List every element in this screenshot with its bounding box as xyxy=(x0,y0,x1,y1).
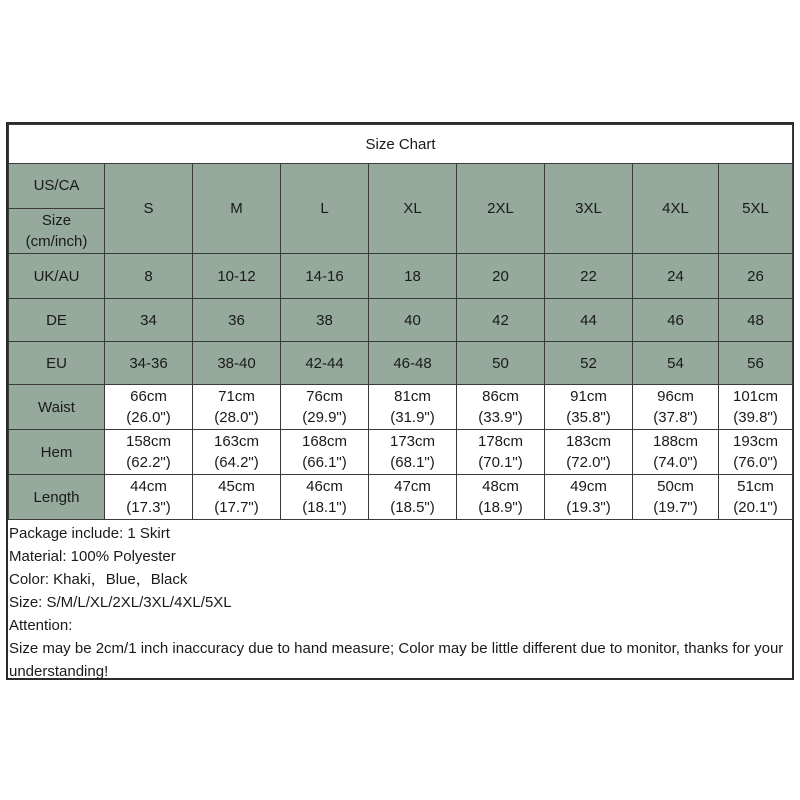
inch-value: (29.9") xyxy=(302,409,347,426)
table-cell xyxy=(281,430,369,475)
cm-value: 48cm xyxy=(482,478,519,495)
inch-value: (62.2") xyxy=(126,454,171,471)
table-cell: 38-40 xyxy=(193,342,281,385)
table-cell: 44 xyxy=(545,299,633,342)
table-cell: 10-12 xyxy=(193,254,281,299)
table-cell xyxy=(457,385,545,430)
cm-value: 50cm xyxy=(657,478,694,495)
region-label-cell xyxy=(9,164,105,254)
cm-value: 81cm xyxy=(394,388,431,405)
inch-value: (19.7") xyxy=(653,499,698,516)
region-label-us-ca: US/CA xyxy=(9,164,104,209)
table-cell xyxy=(545,385,633,430)
row-label: Waist xyxy=(9,385,105,430)
table-cell xyxy=(369,475,457,520)
inch-value: (28.0") xyxy=(214,409,259,426)
row-label: UK/AU xyxy=(9,254,105,299)
table-cell xyxy=(105,430,193,475)
inch-value: (72.0") xyxy=(566,454,611,471)
inch-value: (20.1") xyxy=(733,499,778,516)
inch-value: (19.3") xyxy=(566,499,611,516)
table-cell: 42 xyxy=(457,299,545,342)
cm-value: 178cm xyxy=(477,433,524,450)
table-cell: 54 xyxy=(633,342,719,385)
size-note: Size: S/M/L/XL/2XL/3XL/4XL/5XL xyxy=(9,594,232,611)
table-cell xyxy=(633,430,719,475)
table-cell xyxy=(633,475,719,520)
cm-value: 86cm xyxy=(482,388,519,405)
table-cell xyxy=(369,430,457,475)
cm-value: 51cm xyxy=(737,478,774,495)
table-cell xyxy=(545,475,633,520)
table-cell xyxy=(719,475,793,520)
inch-value: (17.3") xyxy=(126,499,171,516)
table-cell: 38 xyxy=(281,299,369,342)
cm-value: 91cm xyxy=(570,388,607,405)
size-header-s: S xyxy=(105,164,193,254)
attention-heading: Attention: xyxy=(9,617,73,634)
row-label: DE xyxy=(9,299,105,342)
attention-note: Size may be 2cm/1 inch inaccuracy due to hand measure; Color may be little different due to monitor, thanks for your understanding! xyxy=(9,640,784,680)
size-header-3xl: 3XL xyxy=(545,164,633,254)
size-unit-label xyxy=(9,209,104,253)
package-note: Package include: 1 Skirt xyxy=(9,525,170,542)
cm-value: 158cm xyxy=(125,433,172,450)
table-cell xyxy=(457,430,545,475)
cm-value: 163cm xyxy=(213,433,260,450)
table-cell: 48 xyxy=(719,299,793,342)
cm-value: 76cm xyxy=(306,388,343,405)
table-cell xyxy=(281,475,369,520)
table-cell xyxy=(545,430,633,475)
size-header-l: L xyxy=(281,164,369,254)
product-notes xyxy=(8,520,792,683)
row-label: Length xyxy=(9,475,105,520)
table-cell xyxy=(193,430,281,475)
cm-value: 71cm xyxy=(218,388,255,405)
cm-value: 44cm xyxy=(130,478,167,495)
size-header-5xl: 5XL xyxy=(719,164,793,254)
table-cell: 22 xyxy=(545,254,633,299)
table-cell: 14-16 xyxy=(281,254,369,299)
table-cell xyxy=(105,385,193,430)
size-label: Size xyxy=(41,212,72,229)
table-cell: 50 xyxy=(457,342,545,385)
table-cell xyxy=(719,385,793,430)
conversion-row-de xyxy=(9,299,793,342)
table-cell: 46-48 xyxy=(369,342,457,385)
size-chart-table xyxy=(8,124,793,520)
inch-value: (70.1") xyxy=(478,454,523,471)
table-cell: 40 xyxy=(369,299,457,342)
row-label: EU xyxy=(9,342,105,385)
unit-label: (cm/inch) xyxy=(25,233,88,250)
table-cell xyxy=(193,385,281,430)
color-note: Color: Khaki，Blue，Black xyxy=(9,571,188,588)
table-cell xyxy=(281,385,369,430)
inch-value: (37.8") xyxy=(653,409,698,426)
cm-value: 188cm xyxy=(652,433,699,450)
table-cell: 18 xyxy=(369,254,457,299)
cm-value: 66cm xyxy=(130,388,167,405)
cm-value: 96cm xyxy=(657,388,694,405)
measurement-row-length xyxy=(9,475,793,520)
table-cell xyxy=(719,430,793,475)
inch-value: (18.1") xyxy=(302,499,347,516)
inch-value: (35.8") xyxy=(566,409,611,426)
material-note: Material: 100% Polyester xyxy=(9,548,176,565)
inch-value: (33.9") xyxy=(478,409,523,426)
inch-value: (18.9") xyxy=(478,499,523,516)
table-cell: 34-36 xyxy=(105,342,193,385)
table-cell xyxy=(105,475,193,520)
table-cell: 42-44 xyxy=(281,342,369,385)
cm-value: 173cm xyxy=(389,433,436,450)
inch-value: (17.7") xyxy=(214,499,259,516)
inch-value: (31.9") xyxy=(390,409,435,426)
cm-value: 47cm xyxy=(394,478,431,495)
inch-value: (64.2") xyxy=(214,454,259,471)
table-cell: 46 xyxy=(633,299,719,342)
inch-value: (76.0") xyxy=(733,454,778,471)
table-cell: 56 xyxy=(719,342,793,385)
inch-value: (74.0") xyxy=(653,454,698,471)
inch-value: (66.1") xyxy=(302,454,347,471)
table-cell: 36 xyxy=(193,299,281,342)
inch-value: (26.0") xyxy=(126,409,171,426)
size-chart-sheet xyxy=(6,122,794,680)
measurement-row-waist xyxy=(9,385,793,430)
measurement-row-hem xyxy=(9,430,793,475)
table-cell: 8 xyxy=(105,254,193,299)
cm-value: 183cm xyxy=(565,433,612,450)
size-header-row xyxy=(9,164,793,254)
size-header-2xl: 2XL xyxy=(457,164,545,254)
inch-value: (68.1") xyxy=(390,454,435,471)
size-header-m: M xyxy=(193,164,281,254)
cm-value: 46cm xyxy=(306,478,343,495)
inch-value: (39.8") xyxy=(733,409,778,426)
table-cell xyxy=(633,385,719,430)
conversion-row-uk-au xyxy=(9,254,793,299)
table-cell: 52 xyxy=(545,342,633,385)
cm-value: 168cm xyxy=(301,433,348,450)
size-header-4xl: 4XL xyxy=(633,164,719,254)
table-cell: 34 xyxy=(105,299,193,342)
cm-value: 49cm xyxy=(570,478,607,495)
cm-value: 193cm xyxy=(732,433,779,450)
conversion-row-eu xyxy=(9,342,793,385)
inch-value: (18.5") xyxy=(390,499,435,516)
cm-value: 101cm xyxy=(732,388,779,405)
chart-title: Size Chart xyxy=(9,125,793,164)
table-cell: 24 xyxy=(633,254,719,299)
table-cell: 20 xyxy=(457,254,545,299)
row-label: Hem xyxy=(9,430,105,475)
table-cell xyxy=(457,475,545,520)
size-header-xl: XL xyxy=(369,164,457,254)
table-cell xyxy=(193,475,281,520)
cm-value: 45cm xyxy=(218,478,255,495)
table-cell: 26 xyxy=(719,254,793,299)
table-cell xyxy=(369,385,457,430)
